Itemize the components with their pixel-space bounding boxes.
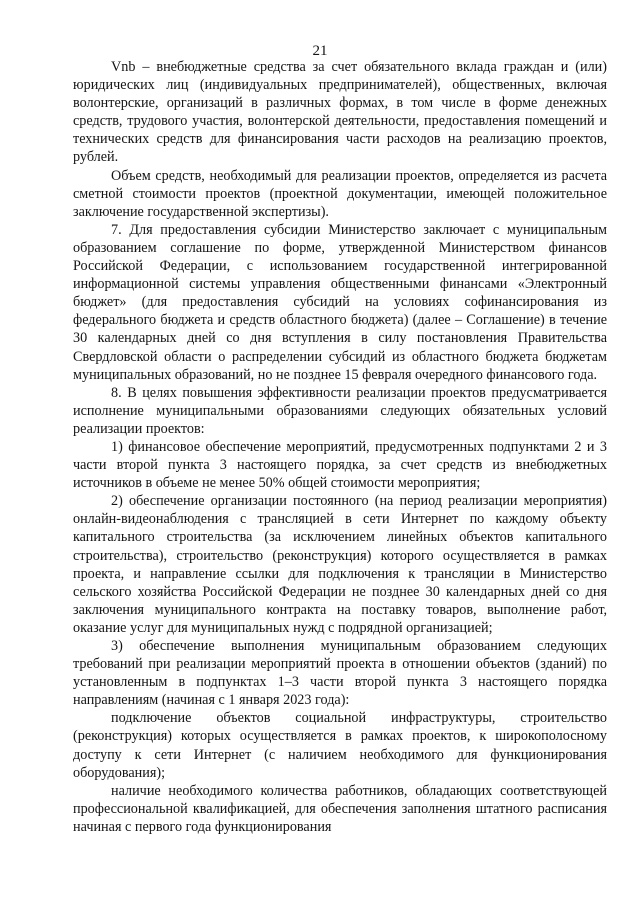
paragraph-internet-connection: подключение объектов социальной инфраструктуры, строительство (реконструкция) которых осуществляется в рамках проектов, к широкополосному доступу к сети Интернет (с наличием необходимого для функционирования оборудования); <box>73 710 607 781</box>
page-number: 21 <box>312 43 328 59</box>
paragraph-staffing: наличие необходимого количества работников, обладающих соответствующей профессиональной квалификацией, для обеспечения заполнения штатного расписания начиная с первого года функционирования <box>73 782 607 835</box>
document-body <box>73 58 607 836</box>
paragraph-item-7-agreement: 7. Для предоставления субсидии Министерство заключает с муниципальным образованием соглашение по форме, утвержденной Министерством финансов Российской Федерации, с использованием государственной интегрированной информационной системы управления общественными финансами «Электронный бюджет» (для предоставления субсидий на условиях софинансирования из федерального бюджета и средств областного бюджета) (далее – Соглашение) в течение 30 календарных дней со дня вступления в силу постановления Правительства Свердловской области о распределении субсидий из областного бюджета бюджетам муниципальных образований, но не позднее 15 февраля очередного финансового года. <box>73 221 607 383</box>
paragraph-item-8-conditions: 8. В целях повышения эффективности реализации проектов предусматривается исполнение муниципальными образованиями следующих обязательных условий реализации проектов: <box>73 384 607 437</box>
paragraph-subitem-2-video-monitoring: 2) обеспечение организации постоянного (на период реализации мероприятия) онлайн-видеонаблюдения с трансляцией в сети Интернет по каждому объекту капитального строительства (за исключением линейных объектов капитального строительства), строительство (реконструкция) которого осуществляется в рамках проекта, и направление ссылки для подключения к трансляции в Министерство сельского хозяйства Российской Федерации не позднее 30 календарных дней со дня заключения муниципального контракта на поставку товаров, выполнение работ, оказание услуг для муниципальных нужд с подрядной организацией; <box>73 493 607 636</box>
paragraph-subitem-1-financing: 1) финансовое обеспечение мероприятий, предусмотренных подпунктами 2 и 3 части второй пункта 3 настоящего порядка, за счет средств из внебюджетных источников в объеме не менее 50% общей стоимости мероприятия; <box>73 438 607 492</box>
paragraph-subitem-3-requirements: 3) обеспечение выполнения муниципальным образованием следующих требований при реализации мероприятий проекта в отношении объектов (зданий) по установленным в подпунктах 1–3 части второй пункта 3 настоящего порядка направлениям (начиная с 1 января 2023 года): <box>73 638 607 709</box>
paragraph-funding-volume: Объем средств, необходимый для реализации проектов, определяется из расчета сметной стоимости проектов (проектной документации, имеющей положительное заключение государственной экспертизы). <box>73 167 607 220</box>
paragraph-vnb-definition: Vnb – внебюджетные средства за счет обязательного вклада граждан и (или) юридических лиц (индивидуальных предпринимателей), общественных, включая волонтерские, организаций в различных формах, в том числе в форме денежных средств, трудового участия, волонтерской деятельности, предоставления помещений и технических средств для финансирования части расходов на реализацию проектов, рублей. <box>73 59 607 166</box>
